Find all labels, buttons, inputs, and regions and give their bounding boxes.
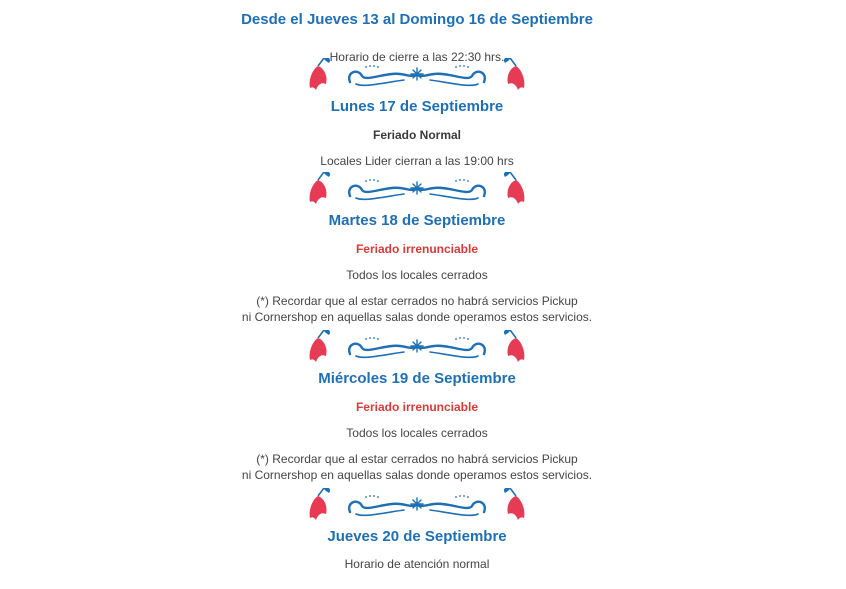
section-thu13-sun16: [0, 10, 834, 65]
section-title: Martes 18 de Septiembre: [328, 212, 506, 229]
section-mon17: [0, 97, 834, 169]
section-title: Jueves 20 de Septiembre: [327, 528, 507, 545]
section-line: Locales Lider cierran a las 19:00 hrs: [320, 154, 514, 168]
section-line: Todos los locales cerrados: [346, 268, 488, 282]
status-label: Feriado Normal: [372, 128, 462, 142]
copihue-flourish-divider-icon: [300, 172, 534, 212]
section-line: Todos los locales cerrados: [346, 426, 488, 440]
copihue-flourish-divider-icon: [300, 58, 534, 98]
section-title: Miércoles 19 de Septiembre: [318, 370, 516, 387]
note-line: (*) Recordar que al estar cerrados no habrá servicios Pickup: [256, 294, 578, 308]
section-line: Horario de atención normal: [344, 557, 490, 571]
note-line: (*) Recordar que al estar cerrados no habrá servicios Pickup: [256, 452, 578, 466]
note-line: ni Cornershop en aquellas salas donde operamos estos servicios.: [241, 310, 593, 324]
copihue-flourish-divider-icon: [300, 330, 534, 370]
section-line: Horario de cierre a las 22:30 hrs.: [329, 50, 505, 64]
section-thu20: [0, 527, 834, 572]
section-title: Desde el Jueves 13 al Domingo 16 de Septiembre: [241, 11, 593, 28]
status-label: Feriado irrenunciable: [355, 242, 479, 256]
section-tue18: [0, 211, 834, 325]
copihue-flourish-divider-icon: [300, 488, 534, 528]
note-line: ni Cornershop en aquellas salas donde operamos estos servicios.: [241, 468, 593, 482]
section-wed19: [0, 369, 834, 483]
section-title: Lunes 17 de Septiembre: [330, 98, 504, 115]
status-label: Feriado irrenunciable: [355, 400, 479, 414]
